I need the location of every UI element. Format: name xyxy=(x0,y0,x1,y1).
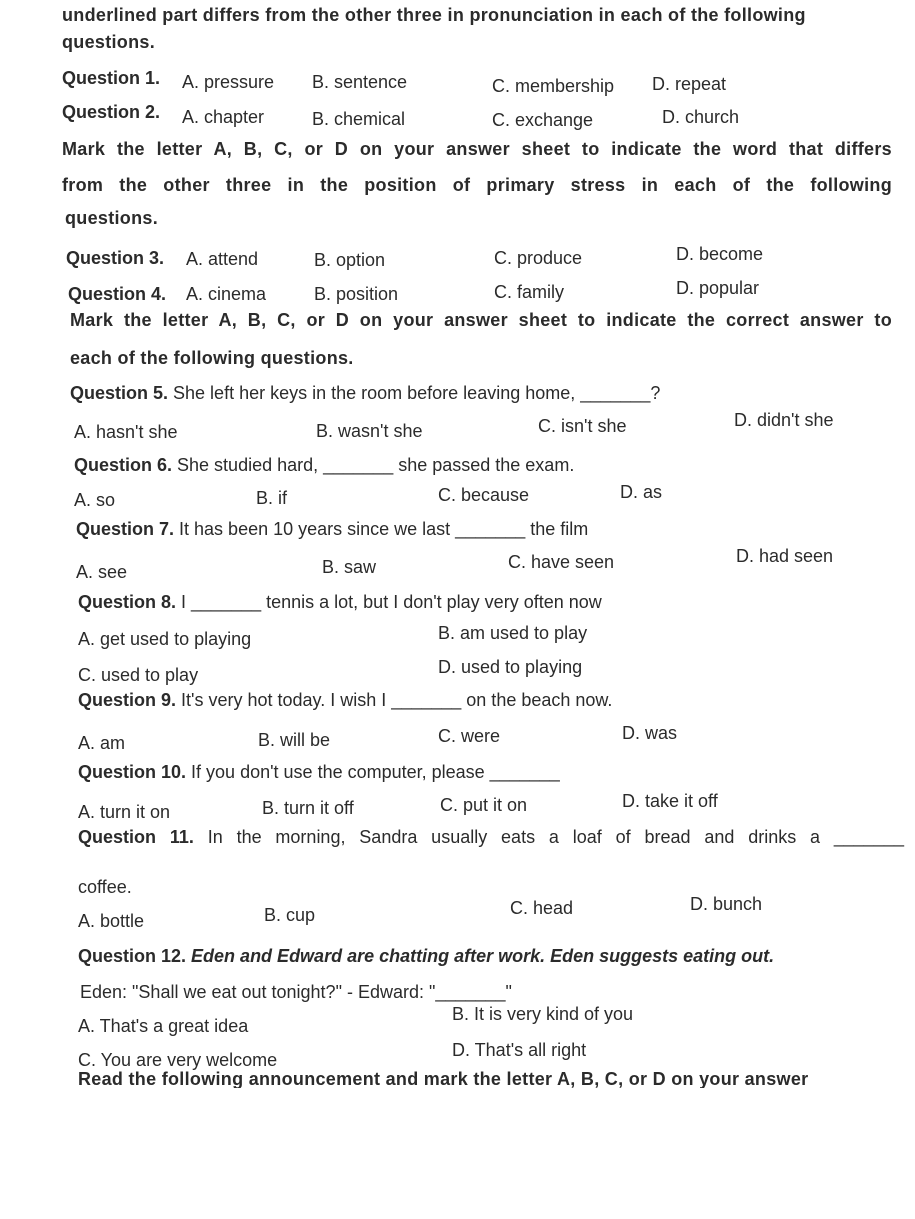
q7-option-b: B. saw xyxy=(322,557,377,577)
q10-option-c: C. put it on xyxy=(440,795,528,815)
section2-line-3: questions. xyxy=(65,208,159,228)
q8-option-a: A. get used to playing xyxy=(78,629,252,649)
question-5-label: Question 5. xyxy=(70,383,169,403)
q7-option-d: D. had seen xyxy=(736,546,834,566)
q12-option-d: D. That's all right xyxy=(452,1040,587,1060)
question-12-text: Eden and Edward are chatting after work. Eden suggests eating out. xyxy=(191,946,775,966)
question-7-label: Question 7. xyxy=(76,519,175,539)
question-2-label: Question 2. xyxy=(62,102,161,122)
section4-line-1: Read the following announcement and mark the letter A, B, C, or D on your answer xyxy=(78,1070,809,1088)
q6-option-a: A. so xyxy=(74,490,116,510)
q8-option-b: B. am used to play xyxy=(438,623,588,643)
q6-option-b: B. if xyxy=(256,488,288,508)
question-8-label: Question 8. xyxy=(78,592,177,612)
q9-option-b: B. will be xyxy=(258,730,331,750)
q6-option-c: C. because xyxy=(438,485,530,505)
question-8 xyxy=(78,593,602,611)
question-6-text: She studied hard, _______ she passed the exam. xyxy=(177,455,575,475)
question-9 xyxy=(78,691,612,709)
question-6 xyxy=(74,456,574,474)
question-10-label: Question 10. xyxy=(78,762,187,782)
q10-option-b: B. turn it off xyxy=(262,798,354,818)
question-12-dialog: Eden: "Shall we eat out tonight?" - Edward: "_______" xyxy=(80,982,512,1002)
q12-option-b: B. It is very kind of you xyxy=(452,1004,634,1024)
q3-option-c: C. produce xyxy=(494,248,583,268)
question-6-label: Question 6. xyxy=(74,455,173,475)
question-5-text: She left her keys in the room before leaving home, _______? xyxy=(173,383,661,403)
q5-option-b: B. wasn't she xyxy=(316,421,423,441)
question-11-label: Question 11. xyxy=(78,827,194,847)
section2-line-1: Mark the letter A, B, C, or D on your answer sheet to indicate the word that differs xyxy=(62,139,892,159)
q1-option-a: A. pressure xyxy=(182,72,275,92)
question-8-text: I _______ tennis a lot, but I don't play very often now xyxy=(181,592,602,612)
q4-option-d: D. popular xyxy=(676,278,760,298)
section3-line-1: Mark the letter A, B, C, or D on your answer sheet to indicate the correct answer to xyxy=(70,310,892,330)
q8-option-d: D. used to playing xyxy=(438,657,583,677)
instruction-line-2: questions. xyxy=(62,32,156,52)
q9-option-c: C. were xyxy=(438,726,501,746)
q3-option-a: A. attend xyxy=(186,249,259,269)
question-9-text: It's very hot today. I wish I _______ on the beach now. xyxy=(181,690,613,710)
question-7 xyxy=(76,520,588,538)
q5-option-a: A. hasn't she xyxy=(74,422,178,442)
q10-option-d: D. take it off xyxy=(622,791,718,811)
question-12 xyxy=(78,947,774,965)
q1-option-c: C. membership xyxy=(492,76,615,96)
question-7-text: It has been 10 years since we last _______ the film xyxy=(179,519,589,539)
q2-option-b: B. chemical xyxy=(312,109,406,129)
q2-option-c: C. exchange xyxy=(492,110,594,130)
q11-option-c: C. head xyxy=(510,898,574,918)
question-1-label: Question 1. xyxy=(62,68,161,88)
question-12-label: Question 12. xyxy=(78,946,187,966)
q9-option-a: A. am xyxy=(78,733,126,753)
q8-option-c: C. used to play xyxy=(78,665,199,685)
question-4-label: Question 4. xyxy=(68,284,167,304)
q2-option-a: A. chapter xyxy=(182,107,265,127)
q11-option-a: A. bottle xyxy=(78,911,145,931)
section2-line-2: from the other three in the position of primary stress in each of the following xyxy=(62,175,892,195)
q4-option-b: B. position xyxy=(314,284,399,304)
q4-option-c: C. family xyxy=(494,282,565,302)
q11-option-d: D. bunch xyxy=(690,894,763,914)
q12-option-c: C. You are very welcome xyxy=(78,1050,278,1070)
q12-option-a: A. That's a great idea xyxy=(78,1016,249,1036)
q10-option-a: A. turn it on xyxy=(78,802,171,822)
section3-line-2: each of the following questions. xyxy=(70,348,354,368)
q7-option-a: A. see xyxy=(76,562,128,582)
q5-option-d: D. didn't she xyxy=(734,410,834,430)
q7-option-c: C. have seen xyxy=(508,552,615,572)
q1-option-d: D. repeat xyxy=(652,74,727,94)
question-3-label: Question 3. xyxy=(66,248,165,268)
q3-option-b: B. option xyxy=(314,250,386,270)
question-11 xyxy=(78,828,904,846)
instruction-line-1: underlined part differs from the other three in pronunciation in each of the following xyxy=(62,5,806,25)
q1-option-b: B. sentence xyxy=(312,72,408,92)
question-11-continuation: coffee. xyxy=(78,877,132,897)
question-9-label: Question 9. xyxy=(78,690,177,710)
q3-option-d: D. become xyxy=(676,244,764,264)
q6-option-d: D. as xyxy=(620,482,663,502)
q4-option-a: A. cinema xyxy=(186,284,267,304)
q9-option-d: D. was xyxy=(622,723,678,743)
q5-option-c: C. isn't she xyxy=(538,416,627,436)
q2-option-d: D. church xyxy=(662,107,740,127)
q11-option-b: B. cup xyxy=(264,905,316,925)
question-5 xyxy=(70,384,660,402)
question-10 xyxy=(78,763,560,781)
question-11-text: In the morning, Sandra usually eats a loaf of bread and drinks a _______ xyxy=(207,827,904,847)
question-10-text: If you don't use the computer, please _______ xyxy=(191,762,560,782)
